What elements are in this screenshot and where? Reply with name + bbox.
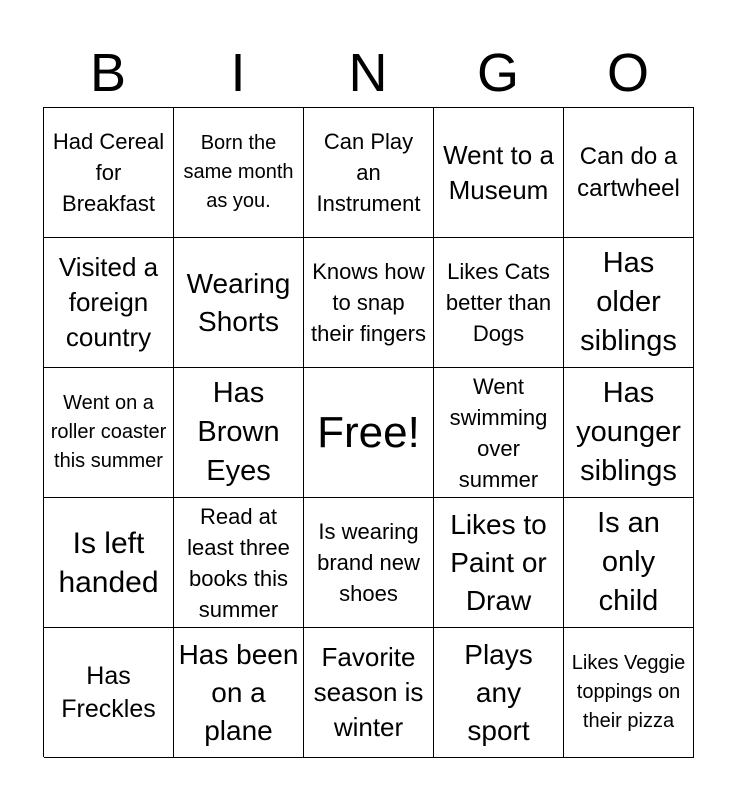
- cell-label: Likes Veggie toppings on their pizza: [571, 652, 686, 732]
- bingo-cell[interactable]: [564, 238, 694, 368]
- cell-label: Can Play an Instrument: [316, 129, 421, 216]
- bingo-cell[interactable]: [174, 498, 304, 628]
- header-letter-n: N: [348, 43, 388, 103]
- cell-label: Went on a roller coaster this summer: [50, 392, 167, 472]
- cell-label: Likes Cats better than Dogs: [445, 259, 552, 346]
- bingo-cell[interactable]: [434, 368, 564, 498]
- cell-label: Had Cereal for Breakfast: [52, 129, 165, 216]
- bingo-cell[interactable]: [304, 238, 434, 368]
- cell-label: Wearing Shorts: [186, 267, 291, 337]
- cell-label: Has been on a plane: [178, 638, 299, 746]
- header-letter-o: O: [606, 43, 649, 103]
- bingo-cell[interactable]: [174, 108, 304, 238]
- bingo-cell[interactable]: [174, 368, 304, 498]
- bingo-header: [43, 40, 693, 106]
- cell-label: Has Brown Eyes: [197, 377, 280, 487]
- cell-label: Went to a Museum: [443, 139, 554, 205]
- bingo-cell[interactable]: [304, 628, 434, 758]
- bingo-cell[interactable]: [304, 498, 434, 628]
- cell-label: Went swimming over summer: [449, 373, 548, 492]
- bingo-cell[interactable]: [434, 628, 564, 758]
- cell-label: Is wearing brand new shoes: [317, 519, 420, 606]
- bingo-cell[interactable]: [564, 498, 694, 628]
- bingo-cell[interactable]: [564, 368, 694, 498]
- bingo-cell[interactable]: [174, 238, 304, 368]
- bingo-cell-free[interactable]: [304, 368, 434, 498]
- bingo-cell[interactable]: [434, 238, 564, 368]
- bingo-cell[interactable]: [564, 108, 694, 238]
- bingo-card-grid: [43, 107, 694, 757]
- bingo-cell[interactable]: [434, 108, 564, 238]
- cell-label: Has older siblings: [580, 247, 677, 357]
- cell-label: Knows how to snap their fingers: [311, 259, 426, 346]
- cell-label: Plays any sport: [464, 638, 533, 746]
- free-space-label: Free!: [317, 407, 420, 457]
- cell-label: Read at least three books this summer: [187, 503, 290, 622]
- bingo-cell[interactable]: [44, 628, 174, 758]
- cell-label: Likes to Paint or Draw: [450, 508, 547, 616]
- cell-label: Visited a foreign country: [58, 252, 159, 352]
- cell-label: Is left handed: [58, 526, 159, 599]
- bingo-cell[interactable]: [44, 368, 174, 498]
- bingo-cell[interactable]: [44, 108, 174, 238]
- header-letter-g: G: [476, 43, 519, 103]
- cell-label: Can do a cartwheel: [577, 142, 680, 202]
- bingo-cell[interactable]: [174, 628, 304, 758]
- cell-label: Has younger siblings: [576, 377, 681, 487]
- bingo-cell[interactable]: [44, 238, 174, 368]
- cell-label: Is an only child: [597, 507, 660, 617]
- bingo-cell[interactable]: [304, 108, 434, 238]
- bingo-cell[interactable]: [434, 498, 564, 628]
- bingo-cell[interactable]: [44, 498, 174, 628]
- cell-label: Born the same month as you.: [183, 132, 294, 212]
- bingo-cell[interactable]: [564, 628, 694, 758]
- cell-label: Favorite season is winter: [313, 642, 424, 742]
- cell-label: Has Freckles: [61, 661, 156, 723]
- header-letter-b: B: [89, 43, 127, 103]
- header-letter-i: I: [230, 43, 246, 103]
